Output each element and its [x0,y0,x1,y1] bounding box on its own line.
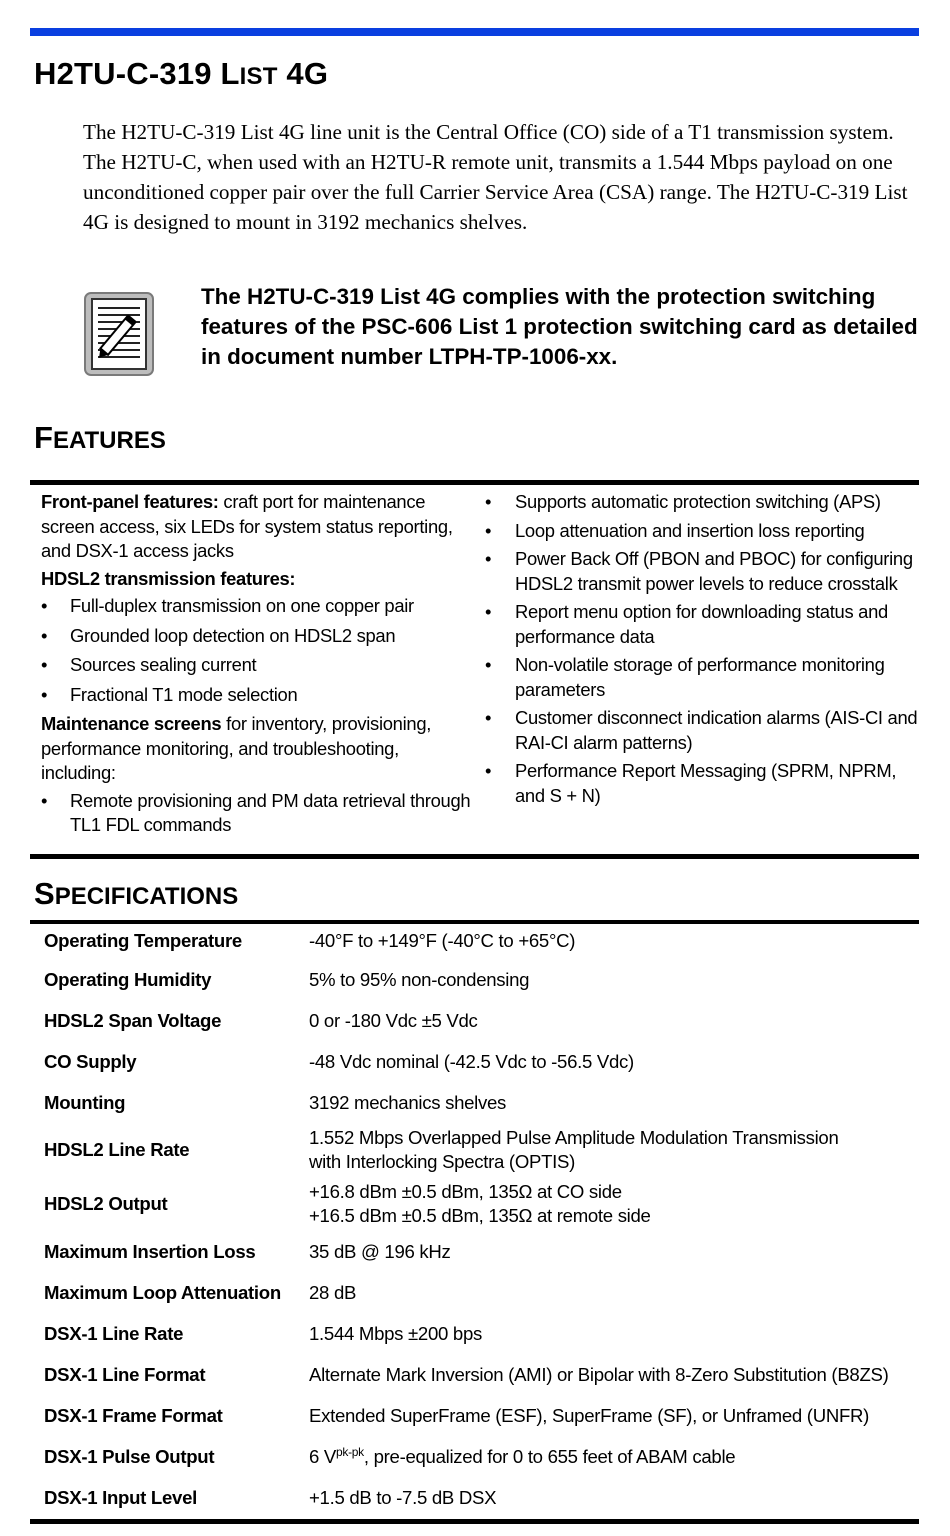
note-text: The H2TU-C-319 List 4G complies with the protection switching features of the PSC-606 List 1 protection switching card as detailed in document number LTPH-TP-1006-xx. [201,284,918,369]
table-row: HDSL2 Span Voltage 0 or -180 Vdc ±5 Vdc [44,1010,478,1032]
maintenance-screens [41,712,473,786]
title-smallcaps: IST [239,63,278,90]
intro-paragraph: The H2TU-C-319 List 4G line unit is the Central Office (CO) side of a T1 transmission system. The H2TU-C, when used with an H2TU-R remote unit, transmits a 1.544 Mbps payload on one unconditioned copper pair over the full Carrier Service Area (CSA) range. The H2TU-C-319 List 4G is designed to mount in 3192 mechanics shelves. [83,120,908,234]
list-item: • Customer disconnect indication alarms (AIS-CI and RAI-CI alarm patterns) [485,707,918,753]
features-top-rule [30,480,919,485]
list-item: • Remote provisioning and PM data retrieval through TL1 FDL commands [41,789,471,835]
table-row: Operating Humidity 5% to 95% non-condensing [44,969,530,991]
table-row: DSX-1 Frame Format Extended SuperFrame (ESF), SuperFrame (SF), or Unframed (UNFR) [44,1405,870,1427]
table-row: HDSL2 Output +16.8 dBm ±0.5 dBm, 135Ω at CO side +16.5 dBm ±0.5 dBm, 135Ω at remote side [44,1180,651,1226]
maintenance-text: for inventory, provisioning, performance monitoring, and troubleshooting, including: [41,713,432,783]
header-rule [30,28,919,36]
specifications-heading-smallcaps: PECIFICATIONS [54,883,239,910]
table-row: CO Supply -48 Vdc nominal (-42.5 Vdc to -56.5 Vdc) [44,1051,634,1073]
table-row: DSX-1 Pulse Output 6 $V^{pk-pk}$, pre-equalized for 0 to 655 feet of ABAM cable [44,1445,736,1468]
table-row: DSX-1 Input Level +1.5 dB to -7.5 dB DSX [44,1487,497,1509]
spec-table [34,922,919,1519]
table-row: DSX-1 Line Format Alternate Mark Inversion (AMI) or Bipolar with 8-Zero Substitution (B8ZS) [44,1364,889,1386]
list-item: • Performance Report Messaging (SPRM, NPRM, and S + N) [485,760,897,806]
list-item: • Non-volatile storage of performance monitoring parameters [485,654,885,700]
list-item: • Supports automatic protection switching (APS) [485,491,881,512]
features-left-column [41,490,473,843]
specifications-heading: SPECIFICATIONS [34,876,239,911]
front-panel-text: craft port for maintenance screen access, six LEDs for system status reporting, and DSX-1 access jacks [41,491,453,561]
features-heading: FEATURES [34,420,166,455]
front-panel-label: Front-panel features: [41,491,219,512]
front-panel-features [41,490,473,564]
features-right-column [485,490,919,812]
list-item: • Report menu option for downloading status and performance data [485,601,888,647]
list-item: • Grounded loop detection on HDSL2 span [41,624,396,646]
spec-bottom-rule [30,1519,919,1524]
title-list: 4G [277,56,329,91]
table-row: Maximum Loop Attenuation 28 dB [44,1282,357,1304]
features-bottom-rule [30,854,919,859]
table-row: HDSL2 Line Rate 1.552 Mbps Overlapped Pulse Amplitude Modulation Transmission with Interlocking Spectra (OPTIS) [44,1126,839,1172]
page-title [34,56,328,92]
list-item: • Fractional T1 mode selection [41,683,298,705]
list-item: • Loop attenuation and insertion loss reporting [485,519,865,541]
table-row: Operating Temperature -40°F to +149°F (-40°C to +65°C) [44,929,576,951]
features-heading-smallcaps: EATURES [52,427,166,454]
list-item: • Sources sealing current [41,654,257,675]
table-row: Mounting 3192 mechanics shelves [44,1092,507,1114]
list-item: • Full-duplex transmission on one copper pair [41,595,414,616]
title-main: H2TU-C-319 L [34,56,240,91]
list-item: • Power Back Off (PBON and PBOC) for configuring HDSL2 transmit power levels to reduce crosstalk [485,548,913,594]
maintenance-label: Maintenance screens [41,713,222,734]
table-row: Maximum Insertion Loss 35 dB @ 196 kHz [44,1241,451,1263]
table-row: DSX-1 Line Rate 1.544 Mbps ±200 bps [44,1323,483,1345]
note-pencil-icon [84,292,154,376]
hdsl2-features-label: HDSL2 transmission features: [41,567,296,589]
